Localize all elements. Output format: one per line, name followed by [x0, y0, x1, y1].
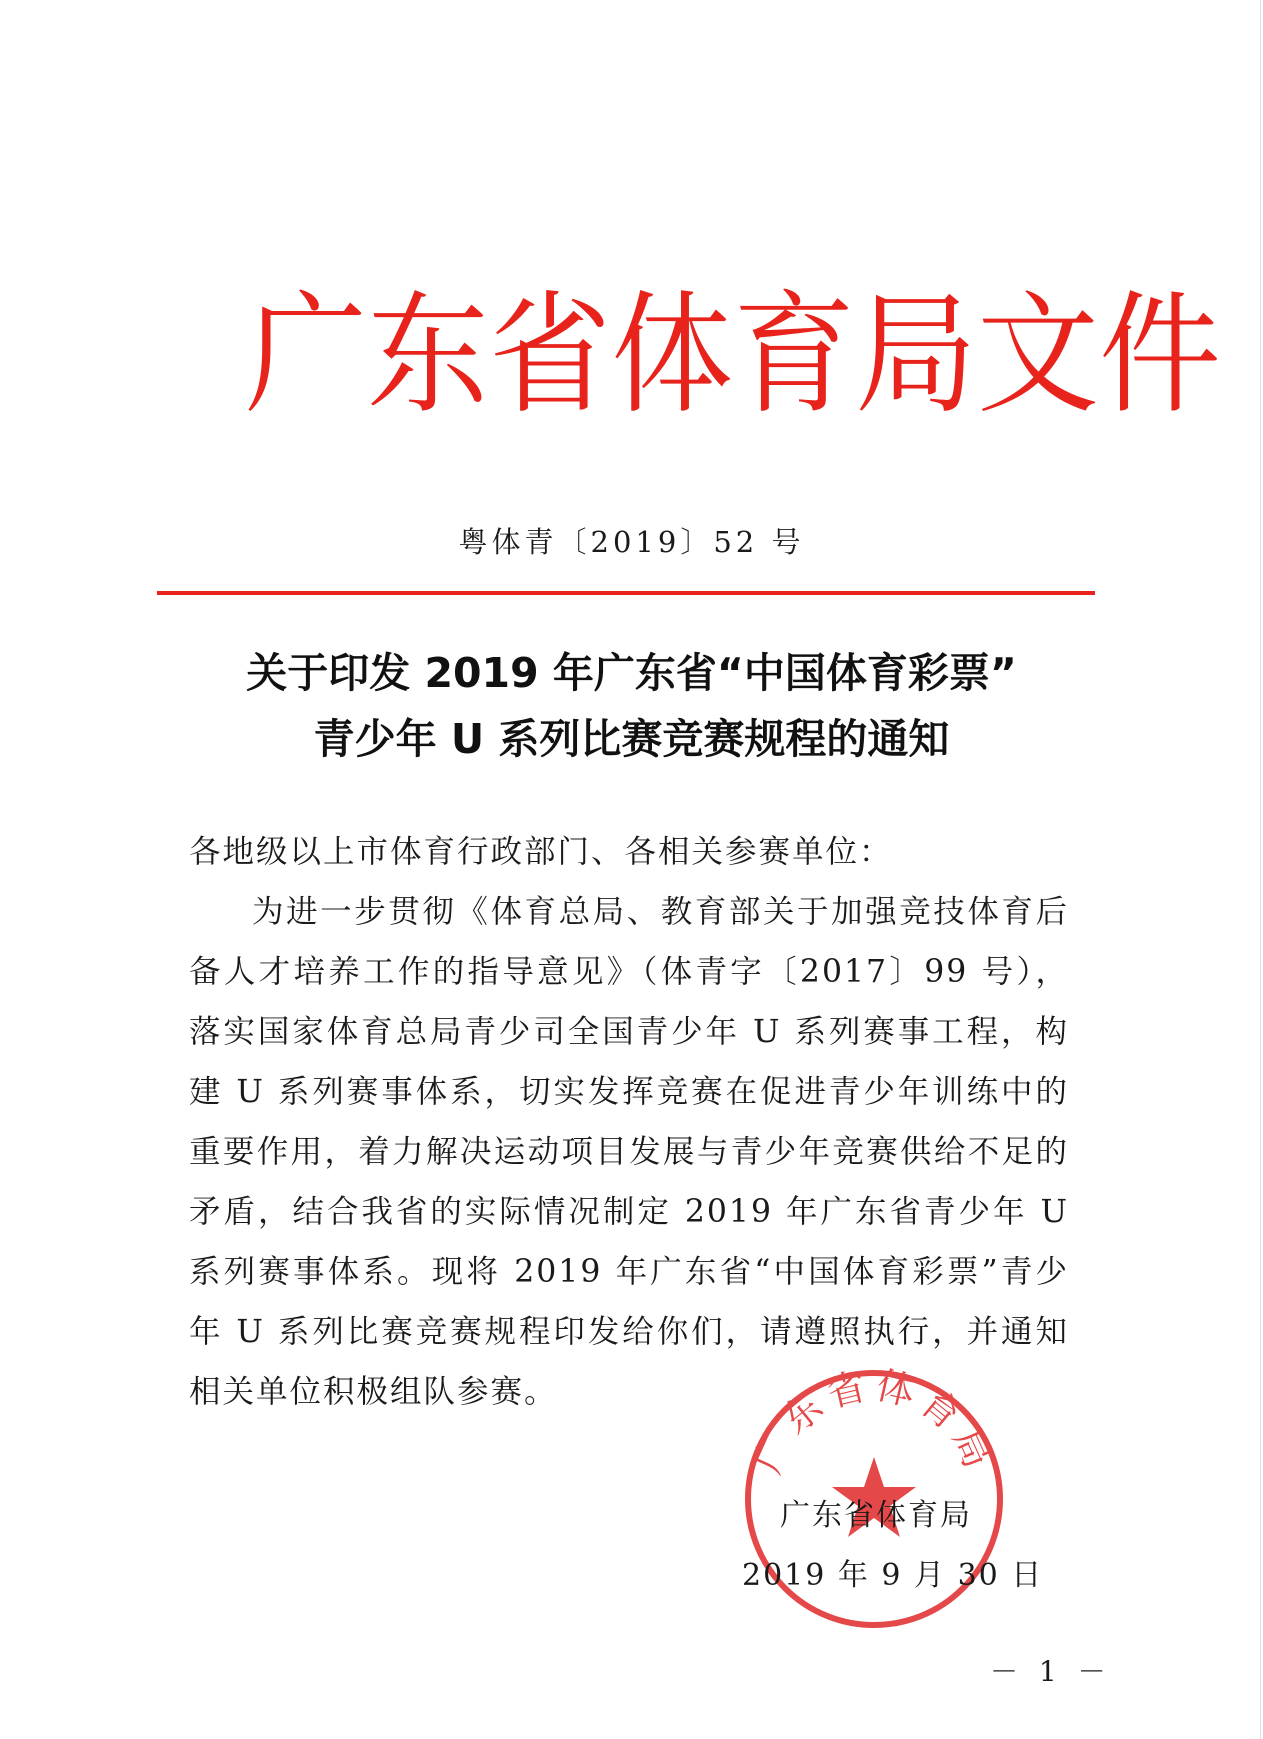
- masthead-char: 体: [611, 278, 733, 432]
- document-number: 粤体青〔2019〕52 号: [458, 525, 805, 559]
- masthead-char: 件: [1099, 278, 1221, 432]
- document-masthead: [245, 265, 1221, 444]
- masthead-char: 省: [489, 278, 611, 432]
- document-title: [100, 640, 1163, 772]
- masthead-char: 文: [977, 278, 1099, 432]
- document-body: [189, 822, 1069, 1422]
- salutation: 各地级以上市体育行政部门、各相关参赛单位：: [189, 834, 893, 870]
- title-line-2: 青少年 U 系列比赛竞赛规程的通知: [313, 715, 950, 763]
- issuer-signature: 广东省体育局: [780, 1498, 972, 1533]
- body-paragraph: 为进一步贯彻《体育总局、教育部关于加强竞技体育后备人才培养工作的指导意见》（体青字〔2017〕99 号），落实国家体育总局青少司全国青少年 U 系列赛事工程，构建 U 系列赛事体系，切实发挥竞赛在促进青少年训练中的重要作用，着力解决运动项目发展与青少年竞赛供给不足的矛盾，结合我省的实际情况制定 2019 年广东省青少年 U 系列赛事体系。现将 2019 年广东省“中国体育彩票”青少年 U 系列比赛竞赛规程印发给你们，请遵照执行，并通知相关单位积极组队参赛。: [189, 894, 1069, 1410]
- masthead-char: 局: [855, 278, 977, 432]
- title-line-1: 关于印发 2019 年广东省“中国体育彩票”: [246, 649, 1017, 697]
- red-divider-rule: [157, 591, 1095, 595]
- page-edge: [1260, 0, 1261, 1739]
- masthead-char: 育: [733, 278, 855, 432]
- masthead-char: 广: [245, 278, 367, 432]
- masthead-char: 东: [367, 278, 489, 432]
- seal-text: 广东省体育局: [745, 1365, 1003, 1480]
- issue-date: 2019 年 9 月 30 日: [742, 1558, 1044, 1593]
- page-number: － 1 －: [990, 1655, 1112, 1688]
